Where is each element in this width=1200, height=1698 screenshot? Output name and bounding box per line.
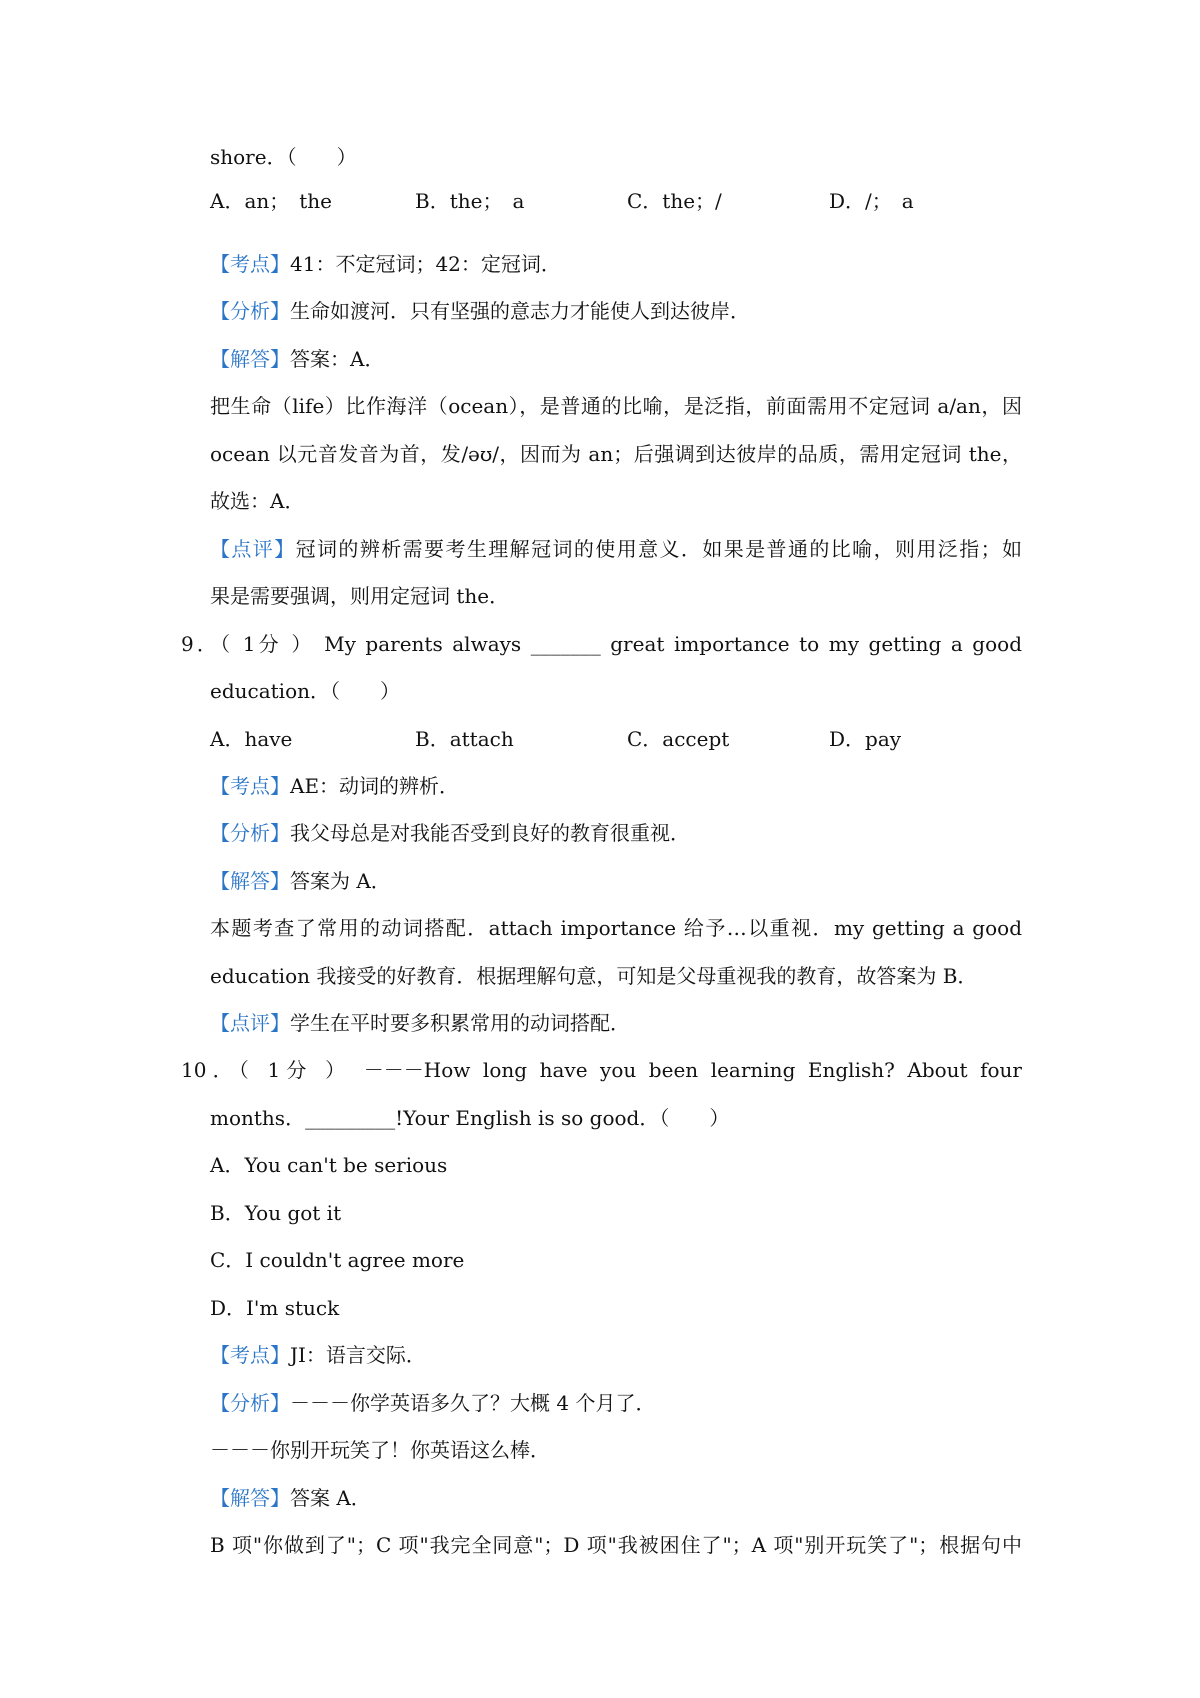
q9-explain-line-1: 本题考查了常用的动词搭配．attach importance 给予…以重视．my getting a good bbox=[210, 916, 1022, 940]
q8-jieda bbox=[210, 346, 384, 372]
q8-stem-tail: shore．（ ） bbox=[210, 145, 357, 169]
jieda-text: 答案 A． bbox=[290, 1486, 371, 1510]
q9-stem-line-1: 9．（ 1分 ） My parents always _______ great importance to my getting a good bbox=[181, 632, 1022, 656]
jieda-text: 答案为 A． bbox=[290, 869, 391, 893]
jieda-tag: 【解答】 bbox=[210, 347, 290, 371]
q8-explain-line-3: 故选：A． bbox=[210, 489, 305, 513]
q10-option-c: C．I couldn't agree more bbox=[210, 1248, 465, 1272]
q10-option-a: A．You can't be serious bbox=[210, 1153, 448, 1177]
kaodian-tag: 【考点】 bbox=[210, 252, 290, 276]
q9-stem-line-2: education．（ ） bbox=[210, 679, 400, 703]
q8-explain-line-1: 把生命（life）比作海洋（ocean），是普通的比喻，是泛指，前面需用不定冠词 a/an，因 bbox=[210, 394, 1022, 418]
q8-kaodian bbox=[210, 251, 561, 277]
kaodian-tag: 【考点】 bbox=[210, 774, 290, 798]
q10-jieda bbox=[210, 1485, 371, 1511]
fenxi-text: －－－你学英语多久了？大概 4 个月了． bbox=[290, 1391, 656, 1415]
q9-option-b: B．attach bbox=[415, 727, 514, 751]
q9-jieda bbox=[210, 868, 391, 894]
kaodian-text: 41：不定冠词；42：定冠词． bbox=[290, 252, 561, 276]
fenxi-text: 生命如渡河．只有坚强的意志力才能使人到达彼岸． bbox=[290, 299, 750, 323]
q10-fenxi bbox=[210, 1390, 655, 1416]
q9-dianping bbox=[210, 1010, 630, 1036]
q9-fenxi bbox=[210, 820, 690, 846]
q9-option-d: D．pay bbox=[829, 727, 902, 751]
kaodian-text: JI：语言交际． bbox=[290, 1343, 426, 1367]
q8-explain-line-2: ocean 以元音发音为首，发/əʊ/，因而为 an；后强调到达彼岸的品质，需用定冠词 the， bbox=[210, 442, 1022, 466]
fenxi-tag: 【分析】 bbox=[210, 821, 290, 845]
q8-option-c: C．the；/ bbox=[627, 189, 722, 213]
kaodian-text: AE：动词的辨析． bbox=[290, 774, 460, 798]
q10-stem-line-1: 10．（ 1分 ） －－－How long have you been learning English? About four bbox=[181, 1058, 1022, 1082]
q10-fenxi-line-2: －－－你别开玩笑了！你英语这么棒． bbox=[210, 1438, 550, 1462]
jieda-text: 答案：A． bbox=[290, 347, 385, 371]
q10-option-b: B．You got it bbox=[210, 1201, 342, 1225]
fenxi-tag: 【分析】 bbox=[210, 1391, 290, 1415]
q10-stem-line-2: months．_________!Your English is so good．（ ） bbox=[210, 1106, 730, 1130]
q10-kaodian bbox=[210, 1342, 426, 1368]
jieda-tag: 【解答】 bbox=[210, 869, 290, 893]
q8-option-a: A．an； the bbox=[210, 189, 333, 213]
q9-option-a: A．have bbox=[210, 727, 293, 751]
q10-explain-line-1: B 项"你做到了"；C 项"我完全同意"；D 项"我被困住了"；A 项"别开玩笑了"；根据句中 bbox=[210, 1533, 1022, 1557]
fenxi-text: 我父母总是对我能否受到良好的教育很重视． bbox=[290, 821, 690, 845]
jieda-tag: 【解答】 bbox=[210, 1486, 290, 1510]
q8-option-b: B．the； a bbox=[415, 189, 525, 213]
q9-kaodian bbox=[210, 773, 459, 799]
dianping-tag: 【点评】 bbox=[210, 1011, 290, 1035]
dianping-text: 学生在平时要多积累常用的动词搭配． bbox=[290, 1011, 630, 1035]
q8-fenxi bbox=[210, 298, 750, 324]
dianping-text-1: 冠词的辨析需要考生理解冠词的使用意义．如果是普通的比喻，则用泛指；如 bbox=[295, 537, 1023, 561]
q9-option-c: C．accept bbox=[627, 727, 730, 751]
q9-explain-line-2: education 我接受的好教育．根据理解句意，可知是父母重视我的教育，故答案为 B． bbox=[210, 964, 978, 988]
fenxi-tag: 【分析】 bbox=[210, 299, 290, 323]
q8-dianping-line-2: 果是需要强调，则用定冠词 the． bbox=[210, 584, 510, 608]
q8-option-d: D．/； a bbox=[829, 189, 914, 213]
dianping-tag: 【点评】 bbox=[210, 537, 296, 561]
q8-dianping bbox=[210, 536, 1022, 562]
kaodian-tag: 【考点】 bbox=[210, 1343, 290, 1367]
q10-option-d: D．I'm stuck bbox=[210, 1296, 340, 1320]
